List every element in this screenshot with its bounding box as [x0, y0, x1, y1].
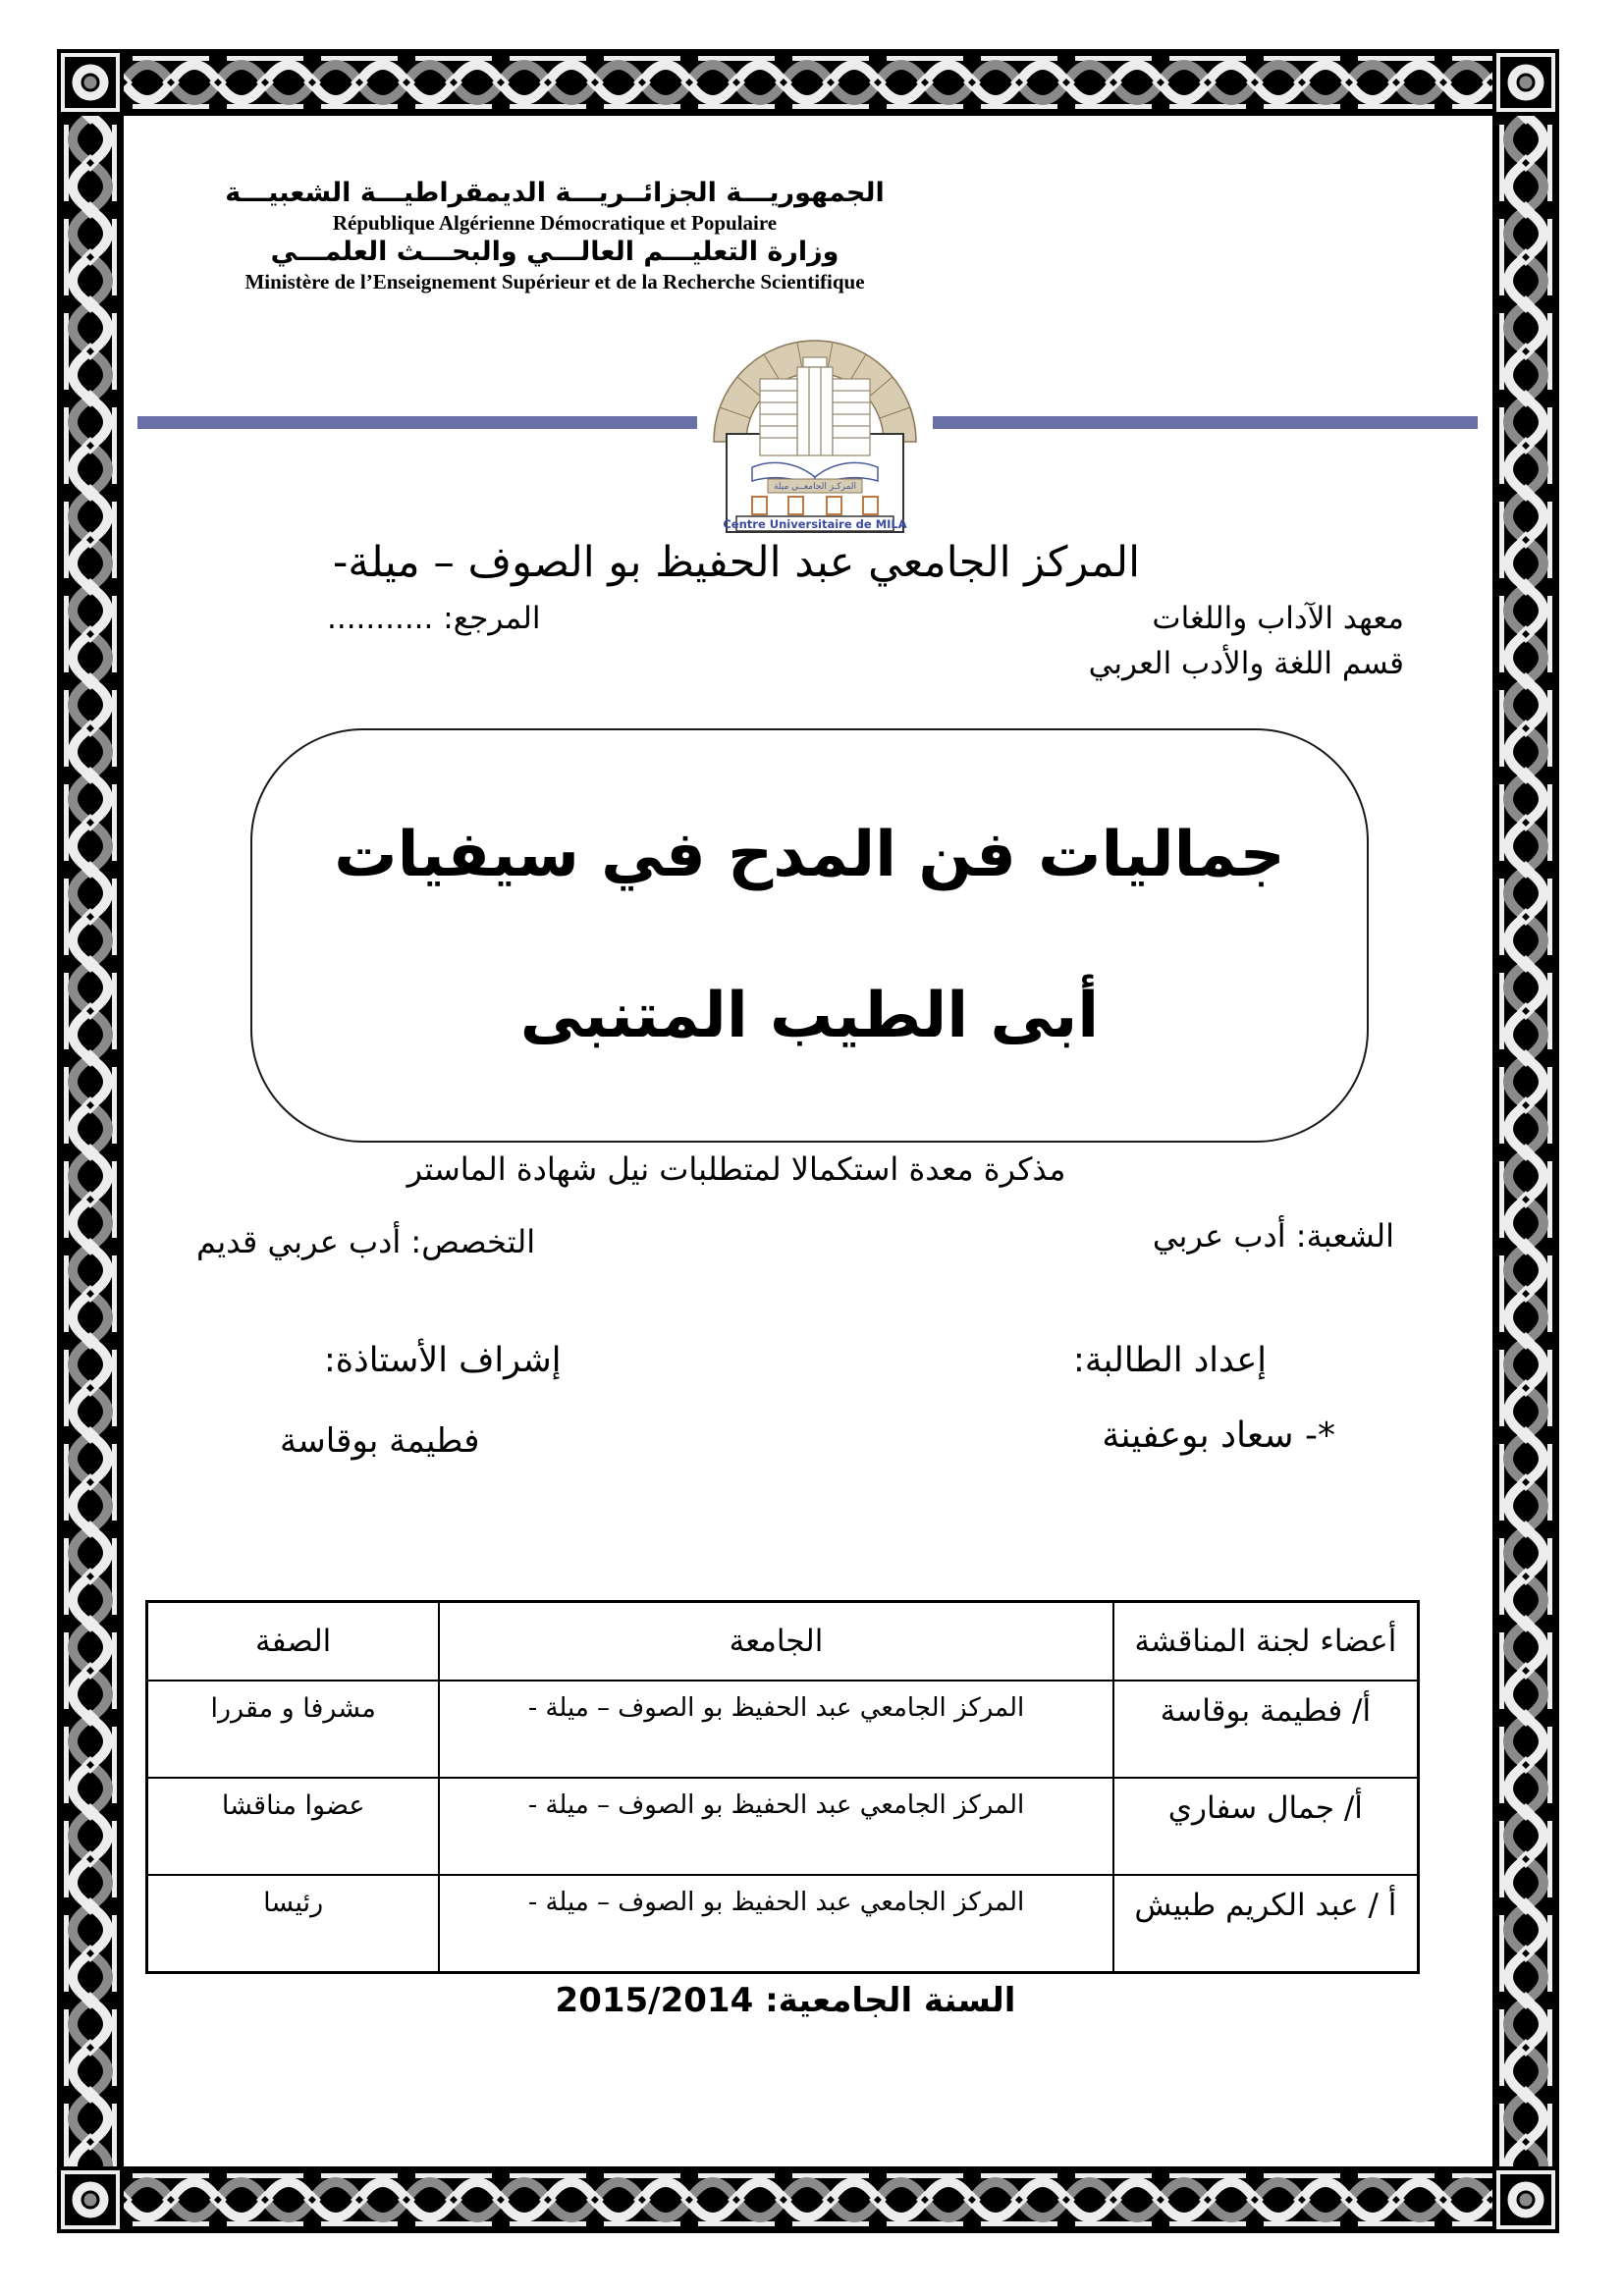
member-name: أ / عبد الكريم طبيش — [1113, 1875, 1419, 1973]
university-name-line: المركز الجامعي عبد الحفيظ بو الصوف – ميلة- — [332, 538, 1141, 587]
col-header-role: الصفة — [147, 1602, 440, 1682]
university-logo — [697, 332, 933, 538]
border-corner-bottom-right-icon — [1492, 2166, 1559, 2233]
decorative-border-right — [1492, 116, 1559, 2166]
academic-year-line: السنة الجامعية: 2015/2014 — [555, 1981, 1016, 2020]
thesis-title-line2: أبى الطيب المتنبى — [519, 980, 1100, 1052]
member-name: أ/ فطيمة بوقاسة — [1113, 1681, 1419, 1778]
col-header-university: الجامعة — [439, 1602, 1112, 1682]
committee-table — [145, 1600, 1420, 1974]
border-corner-top-left-icon — [57, 49, 124, 116]
ministry-line-french: Ministère de l’Enseignement Supérieur et de la Recherche Scientifique — [244, 269, 865, 294]
member-university: المركز الجامعي عبد الحفيظ بو الصوف – ميلة - — [439, 1681, 1112, 1778]
member-role: رئيسا — [147, 1875, 440, 1973]
ministry-line-arabic: وزارة التعليـــم العالـــي والبحـــث العلمـــي — [270, 237, 839, 267]
republic-line-arabic: الجمهوريـــة الجزائــريـــة الديمقراطيـــة الشعبيـــة — [225, 178, 885, 208]
specialty-line: التخصص: أدب عربي قديم — [196, 1223, 536, 1260]
table-row — [147, 1681, 1419, 1778]
institute-line: معهد الآداب واللغات — [1152, 601, 1404, 636]
republic-line-french: République Algérienne Démocratique et Populaire — [332, 210, 778, 235]
logo-plaque-text: المركـز الجامعــي ميلة — [773, 482, 857, 492]
member-role: مشرفا و مقررا — [147, 1681, 440, 1778]
border-corner-top-right-icon — [1492, 49, 1559, 116]
supervisor-name: فطيمة بوقاسة — [280, 1421, 480, 1461]
member-role: عضوا مناقشا — [147, 1778, 440, 1875]
logo-caption: Centre Universitaire de MILA — [723, 517, 907, 531]
department-line: قسم اللغة والأدب العربي — [1088, 646, 1404, 681]
supervisor-label: إشراف الأستاذة: — [324, 1341, 562, 1380]
member-university: المركز الجامعي عبد الحفيظ بو الصوف – ميلة - — [439, 1778, 1112, 1875]
decorative-border-top — [124, 49, 1492, 116]
border-corner-bottom-left-icon — [57, 2166, 124, 2233]
table-row — [147, 1778, 1419, 1875]
ministry-header — [128, 177, 982, 294]
thesis-title-box — [250, 728, 1369, 1143]
prepared-by-label: إعداد الطالبة: — [1073, 1341, 1267, 1380]
table-header-row — [147, 1602, 1419, 1682]
memo-line: مذكرة معدة استكمالا لمتطلبات نيل شهادة الماستر — [406, 1150, 1066, 1188]
col-header-members: أعضاء لجنة المناقشة — [1113, 1602, 1419, 1682]
reference-line: المرجع: ........... — [327, 601, 541, 636]
member-university: المركز الجامعي عبد الحفيظ بو الصوف – ميلة - — [439, 1875, 1112, 1973]
table-row — [147, 1875, 1419, 1973]
student-name: *- سعاد بوعفينة — [1102, 1415, 1335, 1456]
thesis-title-line1: جماليات فن المدح في سيفيات — [334, 819, 1285, 891]
decorative-border-bottom — [124, 2166, 1492, 2233]
decorative-border-left — [57, 116, 124, 2166]
branch-line: الشعبة: أدب عربي — [1152, 1217, 1394, 1255]
member-name: أ/ جمال سفاري — [1113, 1778, 1419, 1875]
